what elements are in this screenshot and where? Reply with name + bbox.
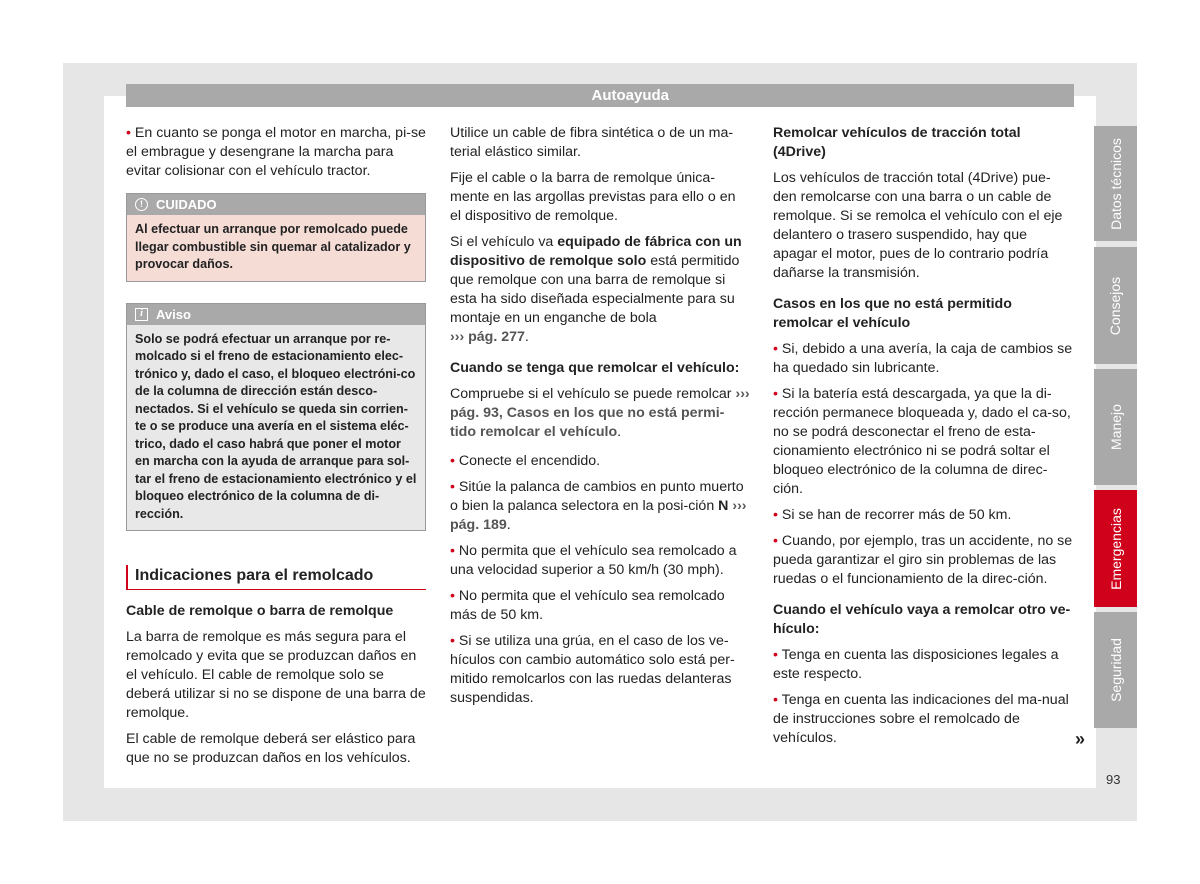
- subheading: Cable de remolque o barra de remolque: [126, 603, 394, 619]
- tab-label: Seguridad: [1107, 638, 1124, 702]
- tab-seguridad[interactable]: [1094, 612, 1137, 728]
- bullet-item: [450, 587, 750, 625]
- tab-label: Consejos: [1107, 276, 1124, 335]
- tab-emergencias[interactable]: [1094, 490, 1137, 607]
- continue-arrows-icon: »: [1075, 729, 1086, 749]
- subheading: Casos en los que no está permitido remolcar el vehículo: [773, 296, 1012, 331]
- tab-label: Datos técnicos: [1107, 137, 1124, 230]
- page-number: 93: [1106, 772, 1121, 787]
- paragraph: La barra de remolque es más segura para el remolcado y evita que se produzcan daños en el vehículo. El cable de remolque solo se deberá utilizar si no se dispone de una barra de remolque.: [126, 629, 426, 721]
- page-reference-link[interactable]: ››› pág. 189: [450, 498, 747, 533]
- note-box: [126, 303, 426, 532]
- bullet-item: [450, 452, 750, 471]
- bullet-item: [773, 506, 1073, 525]
- bullet-icon: •: [773, 341, 778, 357]
- bullet-item: [773, 385, 1073, 499]
- paragraph: Los vehículos de tracción total (4Drive) pue-den remolcarse con una barra o un cable de remolque. Si se remolca el vehículo con el eje delantero o trasero suspendido, hay que apagar el motor, pues de lo contrario podría dañarse la transmisión.: [773, 170, 1063, 281]
- bullet-text: No permita que el vehículo sea remolcado más de 50 km.: [450, 588, 725, 623]
- paragraph: Utilice un cable de fibra sintética o de un ma-terial elástico similar.: [450, 125, 734, 160]
- bullet-icon: •: [450, 543, 455, 559]
- note-title: Aviso: [156, 306, 191, 322]
- tab-consejos[interactable]: [1094, 247, 1137, 364]
- bullet-text: Sitúe la palanca de cambios en punto muerto o bien la palanca selectora en la posi-ción: [450, 479, 744, 514]
- tab-label: Manejo: [1107, 404, 1124, 450]
- tab-manejo[interactable]: [1094, 369, 1137, 485]
- caution-title: CUIDADO: [156, 197, 217, 212]
- page-reference-link[interactable]: ››› pág. 277: [450, 329, 525, 345]
- bullet-text: Si la batería está descargada, ya que la di-rección permanece bloqueada y, dado el ca-so, no se podrá desconectar el freno de esta-cionamiento electrónico ni se podrá soltar el bloqueo electrónico de la columna de direc-ción.: [773, 386, 1071, 497]
- bullet-text: Si se utiliza una grúa, en el caso de los ve-hículos con cambio automático solo está per-mitido remolcarlos con las ruedas delanteras suspendidas.: [450, 633, 735, 706]
- bullet-icon: •: [773, 647, 778, 663]
- bullet-icon: •: [126, 125, 131, 141]
- column-1: [126, 124, 426, 531]
- info-icon: i: [135, 308, 148, 321]
- paragraph: Fije el cable o la barra de remolque única-mente en las argollas previstas para ello o en el dispositivo de remolque.: [450, 170, 736, 224]
- bullet-icon: •: [773, 533, 778, 549]
- bullet-text: Tenga en cuenta las disposiciones legales a este respecto.: [773, 647, 1059, 682]
- section-title: Indicaciones para el remolcado: [126, 565, 426, 590]
- tab-datos-tecnicos[interactable]: [1094, 126, 1137, 241]
- bullet-icon: •: [773, 692, 778, 708]
- paragraph: Si el vehículo va equipado de fábrica con un dispositivo de remolque solo está permitido que remolque con una barra de remolque si esta ha sido diseñada especialmente para su montaje en un enganche de bola ››› pág. 277.: [450, 234, 742, 345]
- caution-box: [126, 193, 426, 282]
- bullet-item: [773, 340, 1073, 378]
- note-header: [127, 304, 425, 325]
- caution-header: [127, 194, 425, 215]
- column-1-lower: [126, 602, 426, 775]
- bullet-item: [773, 691, 1073, 748]
- bullet-item: • Sitúe la palanca de cambios en punto muerto o bien la palanca selectora en la posi-ción N ››› pág. 189.: [450, 479, 747, 533]
- bullet-icon: •: [450, 588, 455, 604]
- subheading: Cuando se tenga que remolcar el vehículo:: [450, 360, 740, 376]
- subheading: Remolcar vehículos de tracción total (4Drive): [773, 125, 1021, 160]
- bullet-item: [773, 646, 1073, 684]
- page-header: Autoayuda: [126, 84, 1074, 107]
- paragraph: El cable de remolque deberá ser elástico para que no se produzcan daños en los vehículos.: [126, 731, 416, 766]
- bold-span: N: [718, 498, 729, 514]
- bullet-text: Tenga en cuenta las indicaciones del ma-nual de instrucciones sobre el remolcado de vehículos.: [773, 692, 1069, 746]
- bullet-item: [450, 632, 750, 708]
- bullet-icon: •: [773, 386, 778, 402]
- bullet-text: En cuanto se ponga el motor en marcha, pi-se el embrague y desengrane la marcha para evitar colisionar con el vehículo tractor.: [126, 125, 426, 179]
- bullet-icon: •: [450, 453, 455, 469]
- page-reference-link[interactable]: ››› pág. 93, Casos en los que no está permi-tido remolcar el vehículo: [450, 386, 750, 440]
- bullet-text: Cuando, por ejemplo, tras un accidente, no se pueda garantizar el giro sin problemas de las ruedas o el funcionamiento de la direc-ción.: [773, 533, 1073, 587]
- bullet-text: Conecte el encendido.: [458, 453, 601, 469]
- column-2: [450, 124, 750, 715]
- bullet-icon: •: [450, 479, 455, 495]
- exclamation-icon: !: [135, 198, 148, 211]
- bullet-item: [126, 124, 426, 181]
- bullet-text: Si se han de recorrer más de 50 km.: [781, 507, 1012, 523]
- bullet-item: [773, 532, 1073, 589]
- bullet-text: No permita que el vehículo sea remolcado a una velocidad superior a 50 km/h (30 mph).: [450, 543, 737, 578]
- text-span: Compruebe si el vehículo se puede remolcar: [450, 386, 736, 402]
- column-3: [773, 124, 1073, 755]
- text-span: Si el vehículo va: [450, 234, 558, 250]
- bullet-text: Si, debido a una avería, la caja de cambios se ha quedado sin lubricante.: [773, 341, 1073, 376]
- subheading: Cuando el vehículo vaya a remolcar otro ve-hículo:: [773, 602, 1071, 637]
- paragraph: Compruebe si el vehículo se puede remolcar ››› pág. 93, Casos en los que no está permi-tido remolcar el vehículo.: [450, 386, 750, 440]
- text-span: está permitido que remolque con una barra de remolque si esta ha sido diseñada especialmente para su montaje en un enganche de bola: [450, 253, 740, 326]
- bullet-icon: •: [450, 633, 455, 649]
- tab-label: Emergencias: [1107, 507, 1124, 590]
- bullet-icon: •: [773, 507, 778, 523]
- bullet-item: [450, 542, 750, 580]
- note-body: Solo se podrá efectuar un arranque por re-molcado si el freno de estacionamiento elec-trónico y, dado el caso, el bloqueo electróni-co de la columna de dirección están desco-nectados. Si el vehículo se queda sin corrien-te o se produce una avería en el sistema eléc-trico, dado el caso habrá que poner el motor en marcha con la ayuda de arranque para sol-tar el freno de estacionamiento electrónico y el bloqueo electrónico de la columna de di-rección.: [127, 325, 425, 531]
- bold-span: equipado de fábrica con un dispositivo de remolque solo: [450, 234, 742, 269]
- caution-body: Al efectuar un arranque por remolcado puede llegar combustible sin quemar al catalizador y provocar daños.: [127, 215, 425, 281]
